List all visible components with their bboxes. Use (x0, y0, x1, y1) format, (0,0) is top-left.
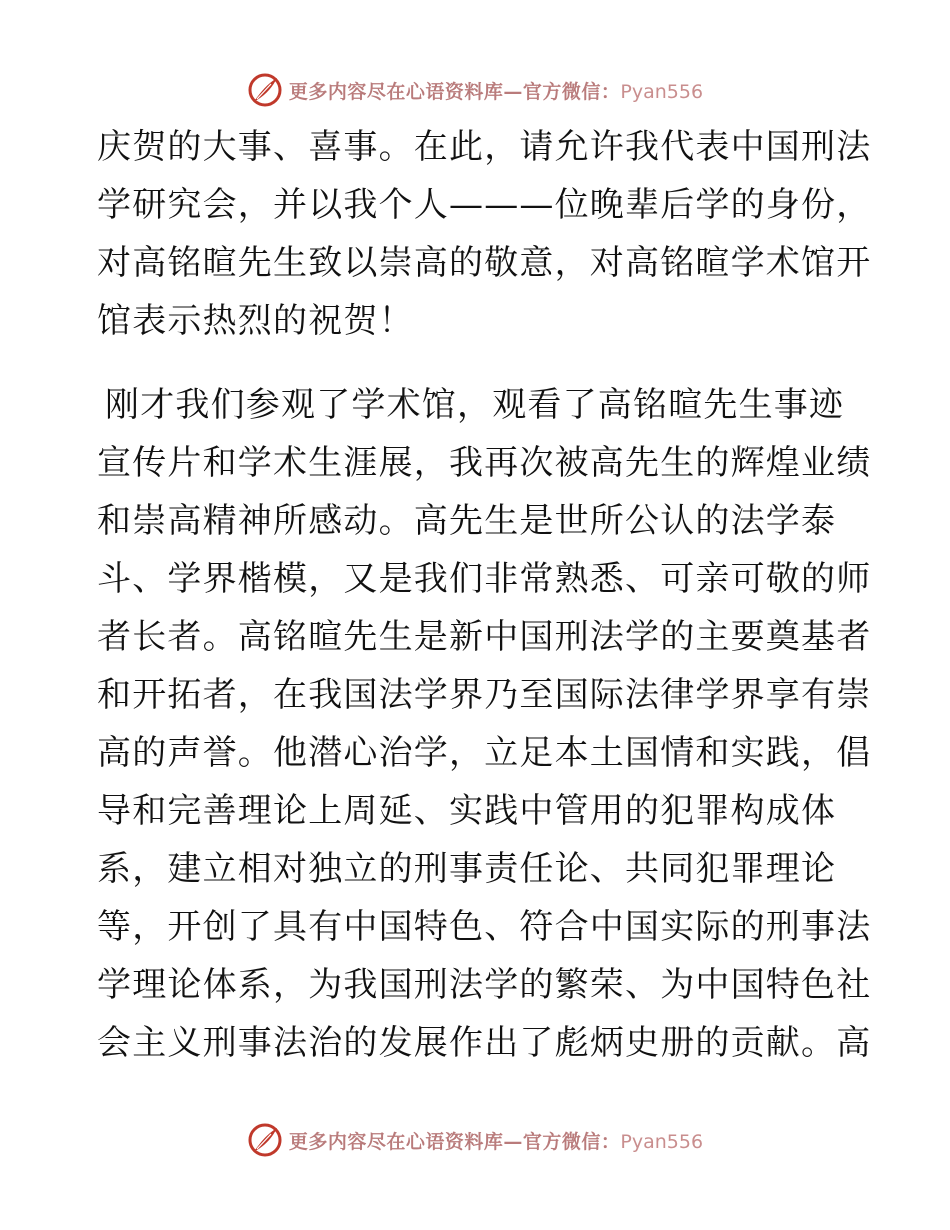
text-line: 学研究会，并以我个人———位晚辈后学的身份， (97, 185, 872, 225)
text-line: 等，开创了具有中国特色、符合中国实际的刑事法 (97, 907, 872, 947)
text-line: 系，建立相对独立的刑事责任论、共同犯罪理论 (97, 849, 837, 889)
text-line: 庆贺的大事、喜事。在此，请允许我代表中国刑法 (97, 127, 872, 167)
footer-watermark (0, 1120, 950, 1160)
text-line: 会主义刑事法治的发展作出了彪炳史册的贡献。高 (97, 1023, 872, 1063)
feather-logo-icon (247, 1122, 283, 1158)
text-line: 馆表示热烈的祝贺！ (97, 301, 414, 341)
text-line: 和崇高精神所感动。高先生是世所公认的法学泰 (97, 501, 837, 541)
watermark-text: 更多内容尽在心语资料库—官方微信：Pyan556 (288, 80, 704, 103)
text-line: 学理论体系，为我国刑法学的繁荣、为中国特色社 (97, 965, 872, 1005)
watermark-text: 更多内容尽在心语资料库—官方微信：Pyan556 (288, 1130, 704, 1153)
text-line: 斗、学界楷模，又是我们非常熟悉、可亲可敬的师 (97, 559, 872, 599)
text-line: 刚才我们参观了学术馆，观看了高铭暄先生事迹 (105, 385, 845, 425)
text-line: 宣传片和学术生涯展，我再次被高先生的辉煌业绩 (97, 443, 872, 483)
document-body (97, 118, 872, 1072)
text-line: 导和完善理论上周延、实践中管用的犯罪构成体 (97, 791, 837, 831)
header-watermark (0, 70, 950, 110)
text-line: 高的声誉。他潜心治学，立足本土国情和实践，倡 (97, 733, 872, 773)
text-line: 者长者。高铭暄先生是新中国刑法学的主要奠基者 (97, 617, 872, 657)
feather-logo-icon (247, 72, 283, 108)
paragraph-2 (97, 376, 872, 1072)
paragraph-1 (97, 118, 872, 350)
text-line: 和开拓者，在我国法学界乃至国际法律学界享有崇 (97, 675, 872, 715)
text-line: 对高铭暄先生致以崇高的敬意，对高铭暄学术馆开 (97, 243, 872, 283)
